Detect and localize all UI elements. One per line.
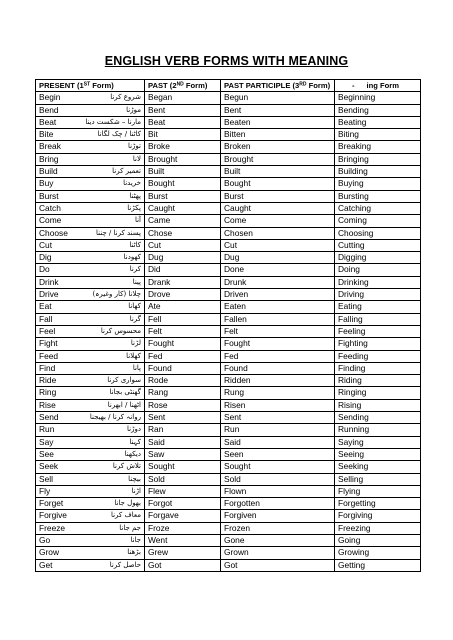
ing-form: Fighting bbox=[335, 338, 421, 350]
past-form: Began bbox=[145, 92, 221, 104]
present-form: Rise bbox=[39, 399, 56, 410]
past-form: Forgave bbox=[145, 510, 221, 522]
header-ing-form: - ing Form bbox=[335, 80, 421, 92]
past-participle-form: Bitten bbox=[221, 129, 335, 141]
present-form: Catch bbox=[39, 202, 61, 213]
urdu-meaning: پکڑنا bbox=[127, 203, 141, 212]
ing-form: Driving bbox=[335, 289, 421, 301]
present-form: Drive bbox=[39, 289, 59, 300]
table-row bbox=[36, 473, 421, 485]
ing-form: Doing bbox=[335, 264, 421, 276]
past-form: Said bbox=[145, 436, 221, 448]
present-form: Feed bbox=[39, 350, 59, 361]
present-cell bbox=[36, 313, 145, 325]
past-participle-form: Broken bbox=[221, 141, 335, 153]
past-form: Saw bbox=[145, 448, 221, 460]
past-participle-form: Bought bbox=[221, 178, 335, 190]
verb-forms-table bbox=[35, 79, 421, 572]
urdu-meaning: کرنا bbox=[129, 265, 141, 274]
ing-form: Drinking bbox=[335, 276, 421, 288]
urdu-meaning: لانا bbox=[132, 154, 141, 163]
past-participle-form: Run bbox=[221, 424, 335, 436]
past-form: Ate bbox=[145, 301, 221, 313]
ing-form: Digging bbox=[335, 252, 421, 264]
ing-form: Bending bbox=[335, 104, 421, 116]
urdu-meaning: اٹھنا / ابھرنا bbox=[107, 400, 141, 409]
table-row bbox=[36, 510, 421, 522]
table-row bbox=[36, 153, 421, 165]
present-cell bbox=[36, 104, 145, 116]
past-form: Flew bbox=[145, 485, 221, 497]
past-form: Drank bbox=[145, 276, 221, 288]
past-participle-form: Built bbox=[221, 166, 335, 178]
urdu-meaning: سواری کرنا bbox=[107, 376, 141, 385]
past-participle-form: Done bbox=[221, 264, 335, 276]
past-participle-form: Sent bbox=[221, 412, 335, 424]
ing-form: Running bbox=[335, 424, 421, 436]
past-form: Built bbox=[145, 166, 221, 178]
table-row bbox=[36, 252, 421, 264]
past-participle-form: Begun bbox=[221, 92, 335, 104]
past-participle-form: Dug bbox=[221, 252, 335, 264]
past-form: Sent bbox=[145, 412, 221, 424]
ing-form: Beginning bbox=[335, 92, 421, 104]
urdu-meaning: توڑنا bbox=[127, 142, 141, 151]
past-form: Did bbox=[145, 264, 221, 276]
urdu-meaning: تلاش کرنا bbox=[112, 462, 141, 471]
past-participle-form: Forgiven bbox=[221, 510, 335, 522]
present-form: Bring bbox=[39, 153, 59, 164]
present-cell bbox=[36, 399, 145, 411]
urdu-meaning: تعمیر کرنا bbox=[112, 167, 141, 176]
urdu-meaning: کہنا bbox=[129, 437, 141, 446]
past-form: Went bbox=[145, 534, 221, 546]
present-cell bbox=[36, 116, 145, 128]
ing-form: Beating bbox=[335, 116, 421, 128]
urdu-meaning: بھول جانا bbox=[114, 499, 141, 508]
past-form: Ran bbox=[145, 424, 221, 436]
past-participle-form: Cut bbox=[221, 239, 335, 251]
present-form: Begin bbox=[39, 92, 61, 103]
present-cell bbox=[36, 424, 145, 436]
ing-form: Sending bbox=[335, 412, 421, 424]
present-cell bbox=[36, 473, 145, 485]
ing-form: Feeding bbox=[335, 350, 421, 362]
past-participle-form: Driven bbox=[221, 289, 335, 301]
present-form: Burst bbox=[39, 190, 59, 201]
table-row bbox=[36, 498, 421, 510]
past-participle-form: Sought bbox=[221, 461, 335, 473]
present-form: Drink bbox=[39, 276, 59, 287]
present-cell bbox=[36, 166, 145, 178]
present-cell bbox=[36, 510, 145, 522]
present-form: Beat bbox=[39, 116, 57, 127]
table-row bbox=[36, 350, 421, 362]
past-participle-form: Come bbox=[221, 215, 335, 227]
present-cell bbox=[36, 289, 145, 301]
urdu-meaning: خریدنا bbox=[123, 179, 141, 188]
urdu-meaning: معاف کرنا bbox=[110, 511, 141, 520]
ing-form: Bringing bbox=[335, 153, 421, 165]
urdu-meaning: چلانا (کار وغیرہ) bbox=[92, 290, 141, 299]
table-row bbox=[36, 399, 421, 411]
table-row bbox=[36, 141, 421, 153]
past-form: Came bbox=[145, 215, 221, 227]
present-cell bbox=[36, 227, 145, 239]
past-participle-form: Bent bbox=[221, 104, 335, 116]
present-cell bbox=[36, 276, 145, 288]
present-form: Bend bbox=[39, 104, 59, 115]
ing-form: Going bbox=[335, 534, 421, 546]
urdu-meaning: بیچنا bbox=[128, 474, 141, 483]
table-row bbox=[36, 301, 421, 313]
urdu-meaning: پینا bbox=[132, 277, 141, 286]
urdu-meaning: جانا bbox=[130, 535, 141, 544]
ing-form: Forgiving bbox=[335, 510, 421, 522]
past-form: Grew bbox=[145, 547, 221, 559]
present-form: Get bbox=[39, 559, 53, 570]
present-form: Go bbox=[39, 534, 51, 545]
urdu-meaning: لڑنا bbox=[130, 339, 141, 348]
present-cell bbox=[36, 264, 145, 276]
past-participle-form: Forgotten bbox=[221, 498, 335, 510]
table-row bbox=[36, 547, 421, 559]
past-form: Sold bbox=[145, 473, 221, 485]
urdu-meaning: جم جانا bbox=[119, 523, 141, 532]
table-row bbox=[36, 559, 421, 571]
ing-form: Seeking bbox=[335, 461, 421, 473]
table-row bbox=[36, 325, 421, 337]
present-cell bbox=[36, 301, 145, 313]
table-row bbox=[36, 215, 421, 227]
table-row bbox=[36, 116, 421, 128]
urdu-meaning: مارنا – شکست دینا bbox=[85, 117, 141, 126]
urdu-meaning: گھنٹی بجانا bbox=[109, 388, 141, 397]
past-participle-form: Caught bbox=[221, 202, 335, 214]
table-row bbox=[36, 485, 421, 497]
present-form: Come bbox=[39, 215, 62, 226]
past-form: Rode bbox=[145, 375, 221, 387]
past-form: Dug bbox=[145, 252, 221, 264]
past-form: Rang bbox=[145, 387, 221, 399]
past-participle-form: Fed bbox=[221, 350, 335, 362]
present-cell bbox=[36, 461, 145, 473]
present-form: Forget bbox=[39, 498, 64, 509]
ing-form: Buying bbox=[335, 178, 421, 190]
past-participle-form: Risen bbox=[221, 399, 335, 411]
present-form: Bite bbox=[39, 129, 54, 140]
present-form: Fly bbox=[39, 485, 51, 496]
table-row bbox=[36, 129, 421, 141]
present-cell bbox=[36, 436, 145, 448]
table-header-row bbox=[36, 80, 421, 92]
past-form: Froze bbox=[145, 522, 221, 534]
urdu-meaning: کھودنا bbox=[123, 253, 141, 262]
header-present: PRESENT (1ST Form) bbox=[36, 80, 145, 92]
present-form: Run bbox=[39, 424, 55, 435]
present-form: Cut bbox=[39, 239, 53, 250]
table-row bbox=[36, 448, 421, 460]
present-cell bbox=[36, 215, 145, 227]
present-cell bbox=[36, 522, 145, 534]
present-form: See bbox=[39, 448, 54, 459]
urdu-meaning: کھلانا bbox=[126, 351, 141, 360]
ing-form: Saying bbox=[335, 436, 421, 448]
past-participle-form: Sold bbox=[221, 473, 335, 485]
urdu-meaning: کھانا bbox=[128, 302, 141, 311]
past-form: Caught bbox=[145, 202, 221, 214]
past-participle-form: Flown bbox=[221, 485, 335, 497]
present-form: Ring bbox=[39, 387, 57, 398]
present-cell bbox=[36, 387, 145, 399]
present-form: Break bbox=[39, 141, 61, 152]
ing-form: Falling bbox=[335, 313, 421, 325]
past-participle-form: Ridden bbox=[221, 375, 335, 387]
ing-form: Cutting bbox=[335, 239, 421, 251]
table-row bbox=[36, 387, 421, 399]
past-form: Bit bbox=[145, 129, 221, 141]
present-form: Sell bbox=[39, 473, 53, 484]
page-title: ENGLISH VERB FORMS WITH MEANING bbox=[104, 54, 349, 68]
ing-form: Riding bbox=[335, 375, 421, 387]
present-cell bbox=[36, 252, 145, 264]
urdu-meaning: کاٹنا bbox=[129, 240, 141, 249]
ing-form: Selling bbox=[335, 473, 421, 485]
present-cell bbox=[36, 498, 145, 510]
urdu-meaning: دیکھنا bbox=[124, 449, 141, 458]
ing-form: Finding bbox=[335, 362, 421, 374]
urdu-meaning: محسوس کرنا bbox=[100, 326, 141, 335]
urdu-meaning: شروع کرنا bbox=[110, 93, 141, 102]
ing-form: Seeing bbox=[335, 448, 421, 460]
present-form: Say bbox=[39, 436, 54, 447]
ing-form: Eating bbox=[335, 301, 421, 313]
present-cell bbox=[36, 362, 145, 374]
present-cell bbox=[36, 190, 145, 202]
ing-form: Forgetting bbox=[335, 498, 421, 510]
past-form: Burst bbox=[145, 190, 221, 202]
past-form: Bent bbox=[145, 104, 221, 116]
present-cell bbox=[36, 202, 145, 214]
table-row bbox=[36, 522, 421, 534]
ing-form: Flying bbox=[335, 485, 421, 497]
urdu-meaning: دوڑنا bbox=[127, 425, 141, 434]
table-row bbox=[36, 178, 421, 190]
past-participle-form: Eaten bbox=[221, 301, 335, 313]
table-row bbox=[36, 436, 421, 448]
urdu-meaning: بڑھنا bbox=[127, 548, 141, 557]
past-form: Found bbox=[145, 362, 221, 374]
present-form: Dig bbox=[39, 252, 52, 263]
past-form: Broke bbox=[145, 141, 221, 153]
ing-form: Freezing bbox=[335, 522, 421, 534]
present-cell bbox=[36, 547, 145, 559]
present-form: Send bbox=[39, 412, 59, 423]
past-form: Cut bbox=[145, 239, 221, 251]
past-form: Beat bbox=[145, 116, 221, 128]
ing-form: Building bbox=[335, 166, 421, 178]
past-form: Rose bbox=[145, 399, 221, 411]
past-participle-form: Grown bbox=[221, 547, 335, 559]
past-form: Drove bbox=[145, 289, 221, 301]
past-form: Sought bbox=[145, 461, 221, 473]
present-cell bbox=[36, 325, 145, 337]
present-form: Eat bbox=[39, 301, 52, 312]
present-cell bbox=[36, 375, 145, 387]
present-form: Forgive bbox=[39, 510, 67, 521]
present-cell bbox=[36, 448, 145, 460]
present-cell bbox=[36, 412, 145, 424]
past-participle-form: Brought bbox=[221, 153, 335, 165]
table-row bbox=[36, 190, 421, 202]
present-form: Find bbox=[39, 362, 56, 373]
past-form: Fell bbox=[145, 313, 221, 325]
table-row bbox=[36, 104, 421, 116]
present-cell bbox=[36, 178, 145, 190]
urdu-meaning: گرنا bbox=[129, 314, 141, 323]
present-form: Freeze bbox=[39, 522, 66, 533]
table-row bbox=[36, 375, 421, 387]
present-form: Do bbox=[39, 264, 50, 275]
table-row bbox=[36, 92, 421, 104]
present-form: Ride bbox=[39, 375, 57, 386]
urdu-meaning: اڑنا bbox=[131, 486, 141, 495]
table-row bbox=[36, 424, 421, 436]
present-form: Fight bbox=[39, 338, 58, 349]
present-cell bbox=[36, 338, 145, 350]
urdu-meaning: موڑنا bbox=[126, 105, 141, 114]
past-form: Bought bbox=[145, 178, 221, 190]
ing-form: Choosing bbox=[335, 227, 421, 239]
past-form: Forgot bbox=[145, 498, 221, 510]
table-row bbox=[36, 338, 421, 350]
past-form: Fed bbox=[145, 350, 221, 362]
urdu-meaning: پسند کرنا / چننا bbox=[96, 228, 141, 237]
table-row bbox=[36, 227, 421, 239]
table-row bbox=[36, 166, 421, 178]
present-form: Buy bbox=[39, 178, 54, 189]
ing-form: Breaking bbox=[335, 141, 421, 153]
table-row bbox=[36, 313, 421, 325]
past-form: Chose bbox=[145, 227, 221, 239]
past-form: Felt bbox=[145, 325, 221, 337]
present-form: Grow bbox=[39, 547, 60, 558]
present-form: Choose bbox=[39, 227, 68, 238]
urdu-meaning: آنا bbox=[134, 216, 141, 225]
urdu-meaning: کاٹنا / چک لگانا bbox=[97, 130, 141, 139]
past-participle-form: Rung bbox=[221, 387, 335, 399]
table-row bbox=[36, 202, 421, 214]
past-participle-form: Drunk bbox=[221, 276, 335, 288]
table-row bbox=[36, 289, 421, 301]
past-participle-form: Frozen bbox=[221, 522, 335, 534]
header-past: PAST (2ND Form) bbox=[145, 80, 221, 92]
urdu-meaning: حاصل کرنا bbox=[109, 560, 141, 569]
ing-form: Feeling bbox=[335, 325, 421, 337]
past-participle-form: Felt bbox=[221, 325, 335, 337]
urdu-meaning: پھٹنا bbox=[129, 191, 141, 200]
past-participle-form: Said bbox=[221, 436, 335, 448]
urdu-meaning: روانہ کرنا / بھیجنا bbox=[89, 413, 141, 422]
present-cell bbox=[36, 129, 145, 141]
past-participle-form: Burst bbox=[221, 190, 335, 202]
present-cell bbox=[36, 92, 145, 104]
past-participle-form: Gone bbox=[221, 534, 335, 546]
past-participle-form: Fought bbox=[221, 338, 335, 350]
present-form: Build bbox=[39, 166, 58, 177]
ing-form: Catching bbox=[335, 202, 421, 214]
ing-form: Biting bbox=[335, 129, 421, 141]
present-form: Seek bbox=[39, 461, 59, 472]
present-form: Feel bbox=[39, 325, 56, 336]
present-cell bbox=[36, 559, 145, 571]
past-participle-form: Found bbox=[221, 362, 335, 374]
present-cell bbox=[36, 141, 145, 153]
present-cell bbox=[36, 350, 145, 362]
past-participle-form: Fallen bbox=[221, 313, 335, 325]
table-row bbox=[36, 264, 421, 276]
present-cell bbox=[36, 239, 145, 251]
table-row bbox=[36, 412, 421, 424]
urdu-meaning: پانا bbox=[132, 363, 141, 372]
ing-form: Rising bbox=[335, 399, 421, 411]
table-row bbox=[36, 461, 421, 473]
past-form: Got bbox=[145, 559, 221, 571]
present-form: Fall bbox=[39, 313, 53, 324]
past-participle-form: Chosen bbox=[221, 227, 335, 239]
table-row bbox=[36, 276, 421, 288]
header-past-participle: PAST PARTICIPLE (3RD Form) bbox=[221, 80, 335, 92]
present-cell bbox=[36, 485, 145, 497]
ing-form: Coming bbox=[335, 215, 421, 227]
table-row bbox=[36, 362, 421, 374]
ing-form: Getting bbox=[335, 559, 421, 571]
past-participle-form: Seen bbox=[221, 448, 335, 460]
present-cell bbox=[36, 153, 145, 165]
ing-form: Ringing bbox=[335, 387, 421, 399]
past-form: Fought bbox=[145, 338, 221, 350]
ing-form: Growing bbox=[335, 547, 421, 559]
present-cell bbox=[36, 534, 145, 546]
past-form: Brought bbox=[145, 153, 221, 165]
ing-form: Bursting bbox=[335, 190, 421, 202]
past-participle-form: Got bbox=[221, 559, 335, 571]
table-row bbox=[36, 534, 421, 546]
table-row bbox=[36, 239, 421, 251]
past-participle-form: Beaten bbox=[221, 116, 335, 128]
